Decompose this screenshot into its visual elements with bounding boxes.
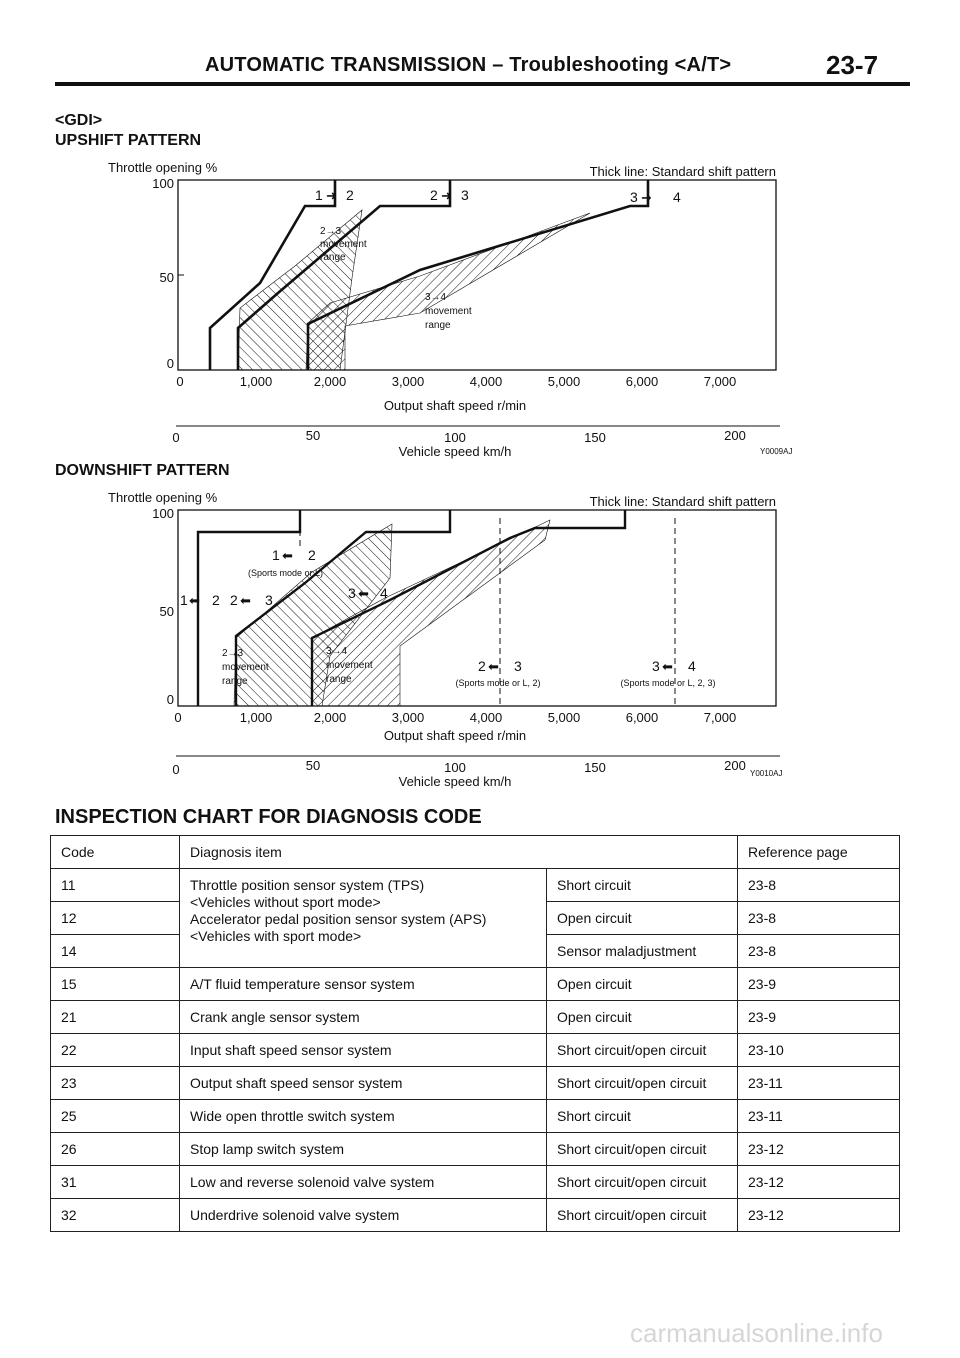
- downshift-chart: [90, 488, 830, 798]
- upshift-xtick-5: 5,000: [547, 374, 581, 389]
- upshift-speed-200: 200: [724, 428, 746, 443]
- downshift-range34-l1: 3→4: [326, 646, 348, 657]
- footer-watermark: carmanualsonline.info: [630, 1318, 883, 1348]
- upshift-label-34-a: 3: [630, 189, 638, 205]
- downshift-title: DOWNSHIFT PATTERN: [55, 462, 230, 479]
- upshift-speed-0: 0: [172, 430, 180, 445]
- upshift-range23-l2: movement: [320, 239, 367, 250]
- downshift-xlabel: Output shaft speed r/min: [383, 728, 527, 743]
- upshift-arrow-23: ➜: [441, 188, 452, 203]
- downshift-std32-a: 2: [230, 592, 238, 608]
- downshift-speed-150: 150: [584, 760, 606, 775]
- code-cell: 31: [51, 1166, 180, 1199]
- downshift-chart-svg: [90, 488, 830, 798]
- code-cell: 22: [51, 1034, 180, 1067]
- upshift-xtick-7: 7,000: [703, 374, 737, 389]
- page-number: 23-7: [826, 50, 879, 80]
- downshift-xtick-4: 4,000: [469, 710, 503, 725]
- upshift-label-12-a: 1: [315, 187, 323, 203]
- ref-cell: 23-11: [738, 1100, 900, 1133]
- downshift-xtick-1: 1,000: [239, 710, 273, 725]
- downshift-xtick-6: 6,000: [625, 710, 659, 725]
- upshift-label-12-b: 2: [346, 187, 354, 203]
- table-row: [51, 869, 900, 902]
- fault-cell: Open circuit: [547, 1001, 738, 1034]
- fault-cell: Open circuit: [547, 902, 738, 935]
- upshift-ytick-100: 100: [152, 176, 174, 191]
- downshift-sport12-note: (Sports mode or L): [248, 568, 324, 578]
- downshift-xtick-2: 2,000: [313, 710, 347, 725]
- table-row: [51, 1166, 900, 1199]
- downshift-sport23-note: (Sports mode or L, 2): [455, 678, 541, 688]
- downshift-ytick-0: 0: [166, 692, 174, 707]
- code-cell: 14: [51, 935, 180, 968]
- upshift-range34-l2: movement: [425, 306, 472, 317]
- item-cell: A/T fluid temperature sensor system: [180, 968, 547, 1001]
- downshift-std21-a: 1: [180, 592, 188, 608]
- downshift-speed-200: 200: [724, 758, 746, 773]
- upshift-speed-150: 150: [584, 430, 606, 445]
- page-header-title: AUTOMATIC TRANSMISSION – Troubleshooting <A/T>: [205, 54, 732, 76]
- header-rule: [55, 82, 910, 86]
- upshift-ytick-0: 0: [166, 356, 174, 371]
- downshift-ytick-50: 50: [159, 604, 174, 619]
- ref-cell: 23-12: [738, 1199, 900, 1232]
- downshift-sport23-b: 3: [514, 658, 522, 674]
- upshift-arrow-12: ➜: [326, 188, 337, 203]
- code-cell: 15: [51, 968, 180, 1001]
- downshift-range23-l2: movement: [222, 662, 269, 673]
- fault-cell: Short circuit/open circuit: [547, 1166, 738, 1199]
- upshift-xlabel: Output shaft speed r/min: [383, 398, 527, 413]
- item-cell: Wide open throttle switch system: [180, 1100, 547, 1133]
- downshift-ytick-100: 100: [152, 506, 174, 521]
- upshift-xtick-4: 4,000: [469, 374, 503, 389]
- ref-cell: 23-11: [738, 1067, 900, 1100]
- downshift-sport34-note: (Sports mode or L, 2, 3): [620, 678, 716, 688]
- table-row: [51, 968, 900, 1001]
- upshift-xtick-1: 1,000: [239, 374, 273, 389]
- code-cell: 32: [51, 1199, 180, 1232]
- upshift-x-ticks: [176, 374, 736, 389]
- ref-cell: 23-12: [738, 1133, 900, 1166]
- header-ref: Reference page: [738, 836, 900, 869]
- fault-cell: Short circuit/open circuit: [547, 1034, 738, 1067]
- upshift-xtick-0: 0: [176, 374, 184, 389]
- upshift-xtick-2: 2,000: [313, 374, 347, 389]
- ref-cell: 23-9: [738, 1001, 900, 1034]
- upshift-xtick-6: 6,000: [625, 374, 659, 389]
- downshift-range23-l1: 2→3: [222, 648, 244, 659]
- downshift-ylabel: Throttle opening %: [108, 490, 218, 505]
- ref-cell: 23-12: [738, 1166, 900, 1199]
- header-code: Code: [51, 836, 180, 869]
- upshift-title: UPSHIFT PATTERN: [55, 132, 202, 149]
- table-row: [51, 1100, 900, 1133]
- upshift-speed-50: 50: [305, 428, 321, 443]
- upshift-label-23-b: 3: [461, 187, 469, 203]
- table-header-row: [51, 836, 900, 869]
- downshift-std32-arrow: ⬅: [240, 593, 251, 608]
- fault-cell: Short circuit/open circuit: [547, 1133, 738, 1166]
- upshift-speed-label: Vehicle speed km/h: [398, 444, 512, 459]
- downshift-std21-arrow: ⬅: [189, 593, 200, 608]
- downshift-xtick-0: 0: [174, 710, 182, 725]
- code-cell: 11: [51, 869, 180, 902]
- downshift-sport34-arrow: ⬅: [662, 659, 673, 674]
- table-row: [51, 1001, 900, 1034]
- ref-cell: 23-8: [738, 869, 900, 902]
- item-cell: Low and reverse solenoid valve system: [180, 1166, 547, 1199]
- tps-item-cell: [180, 869, 547, 968]
- downshift-xtick-7: 7,000: [703, 710, 737, 725]
- fault-cell: Sensor maladjustment: [547, 935, 738, 968]
- downshift-range34-l3: range: [326, 674, 352, 685]
- table-row: [51, 1199, 900, 1232]
- downshift-sport23-a: 2: [478, 658, 486, 674]
- code-cell: 12: [51, 902, 180, 935]
- ref-cell: 23-8: [738, 902, 900, 935]
- tps-line-1: Throttle position sensor system (TPS): [190, 877, 425, 893]
- downshift-speed-0: 0: [172, 762, 180, 777]
- downshift-sport12-a: 1: [272, 547, 280, 563]
- fault-cell: Short circuit/open circuit: [547, 1067, 738, 1100]
- upshift-range23-l3: range: [320, 252, 346, 263]
- upshift-label-23-a: 2: [430, 187, 438, 203]
- downshift-sport12-arrow: ⬅: [282, 548, 293, 563]
- code-cell: 21: [51, 1001, 180, 1034]
- downshift-sport34-a: 3: [652, 658, 660, 674]
- ref-cell: 23-10: [738, 1034, 900, 1067]
- upshift-legend: Thick line: Standard shift pattern: [589, 164, 776, 179]
- item-cell: Output shaft speed sensor system: [180, 1067, 547, 1100]
- item-cell: Input shaft speed sensor system: [180, 1034, 547, 1067]
- code-cell: 26: [51, 1133, 180, 1166]
- upshift-xtick-3: 3,000: [391, 374, 425, 389]
- downshift-speed-50: 50: [305, 758, 321, 773]
- upshift-chart-svg: [90, 158, 830, 468]
- downshift-std21-b: 2: [212, 592, 220, 608]
- downshift-speed-label: Vehicle speed km/h: [398, 774, 512, 789]
- model-label: <GDI>: [55, 112, 103, 129]
- downshift-sport23-arrow: ⬅: [488, 659, 499, 674]
- item-cell: Underdrive solenoid valve system: [180, 1199, 547, 1232]
- upshift-figure-code: Y0009AJ: [760, 447, 793, 456]
- upshift-range34-l3: range: [425, 320, 451, 331]
- item-cell: Crank angle sensor system: [180, 1001, 547, 1034]
- header-item: Diagnosis item: [180, 836, 738, 869]
- code-cell: 25: [51, 1100, 180, 1133]
- table-row: [51, 1034, 900, 1067]
- downshift-sport12-b: 2: [308, 547, 316, 563]
- downshift-std43-b: 4: [380, 585, 388, 601]
- downshift-speed-100: 100: [444, 760, 466, 775]
- downshift-std32-b: 3: [265, 592, 273, 608]
- tps-line-2: <Vehicles without sport mode>: [190, 894, 381, 910]
- table-row: [51, 1067, 900, 1100]
- upshift-label-34-b: 4: [673, 189, 681, 205]
- fault-cell: Short circuit: [547, 869, 738, 902]
- item-cell: Stop lamp switch system: [180, 1133, 547, 1166]
- fault-cell: Short circuit: [547, 1100, 738, 1133]
- upshift-ytick-50: 50: [159, 270, 174, 285]
- downshift-std43-arrow: ⬅: [358, 586, 369, 601]
- upshift-chart: [90, 158, 830, 468]
- downshift-range23-l3: range: [222, 676, 248, 687]
- ref-cell: 23-9: [738, 968, 900, 1001]
- ref-cell: 23-8: [738, 935, 900, 968]
- downshift-xtick-3: 3,000: [391, 710, 425, 725]
- fault-cell: Short circuit/open circuit: [547, 1199, 738, 1232]
- upshift-ylabel: Throttle opening %: [108, 160, 218, 175]
- tps-line-4: <Vehicles with sport mode>: [190, 928, 362, 944]
- downshift-range34-l2: movement: [326, 660, 373, 671]
- tps-line-3: Accelerator pedal position sensor system (APS): [190, 911, 487, 927]
- inspection-title: INSPECTION CHART FOR DIAGNOSIS CODE: [55, 806, 482, 828]
- inspection-table: [50, 835, 900, 1232]
- downshift-std43-a: 3: [348, 585, 356, 601]
- downshift-legend: Thick line: Standard shift pattern: [589, 494, 776, 509]
- upshift-range34-l1: 3→4: [425, 292, 447, 303]
- downshift-sport34-b: 4: [688, 658, 696, 674]
- downshift-figure-code: Y0010AJ: [750, 769, 783, 778]
- table-row: [51, 1133, 900, 1166]
- fault-cell: Open circuit: [547, 968, 738, 1001]
- upshift-speed-100: 100: [444, 430, 466, 445]
- downshift-x-ticks: [174, 710, 736, 725]
- downshift-xtick-5: 5,000: [547, 710, 581, 725]
- code-cell: 23: [51, 1067, 180, 1100]
- upshift-range23-l1: 2→3: [320, 226, 342, 237]
- upshift-arrow-34: ➜: [641, 190, 652, 205]
